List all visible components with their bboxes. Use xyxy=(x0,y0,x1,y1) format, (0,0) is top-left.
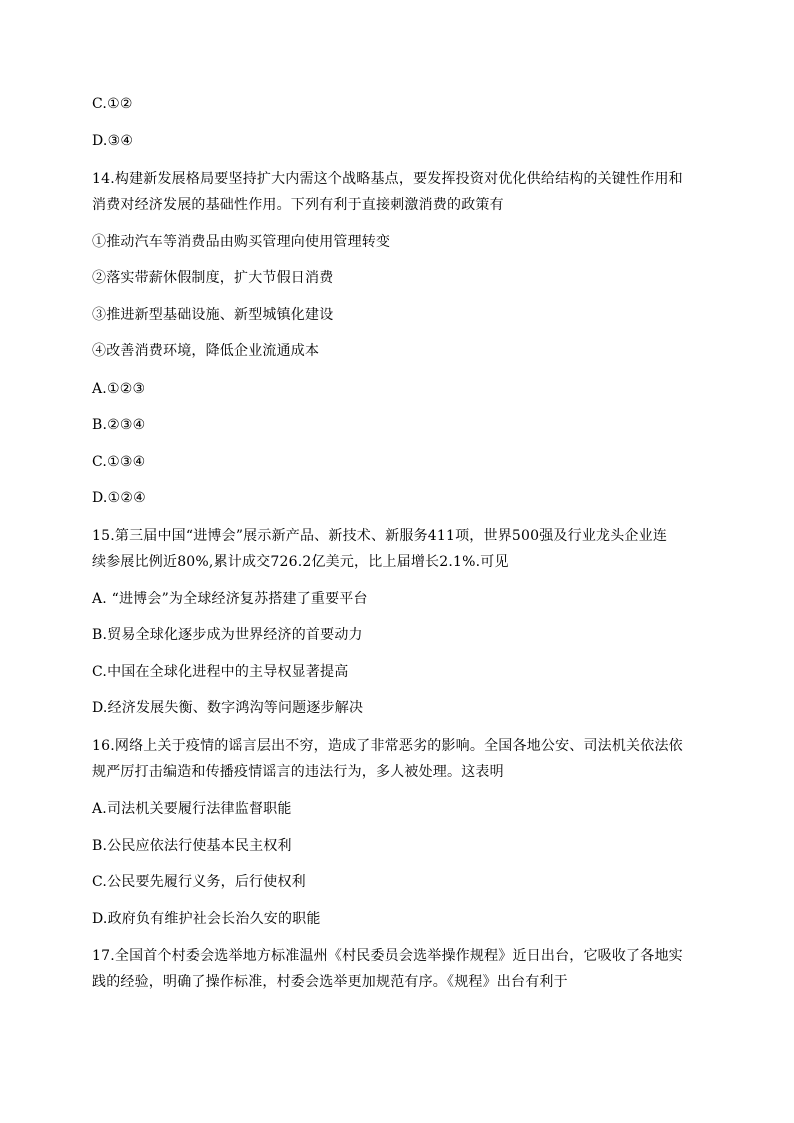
option-c-q13: C.①② xyxy=(92,96,133,112)
question-15-line-1: 15.第三届中国“进博会”展示新产品、新技术、新服务411项，世界500强及行业龙头企业连 xyxy=(92,528,668,544)
question-17-line-1: 17.全国首个村委会选举地方标准温州《村民委员会选举操作规程》近日出台，它吸收了各地实 xyxy=(92,948,683,964)
option-d-q16: D.政府负有维护社会长治久安的职能 xyxy=(92,911,321,927)
option-b-q16: B.公民应依法行使基本民主权利 xyxy=(92,838,292,854)
option-a-q16: A.司法机关要履行法律监督职能 xyxy=(92,801,292,817)
question-16-line-1: 16.网络上关于疫情的谣言层出不穷，造成了非常恶劣的影响。全国各地公安、司法机关依法依 xyxy=(92,738,683,754)
question-17-line-2: 践的经验，明确了操作标准，村委会选举更加规范有序。《规程》出台有利于 xyxy=(92,974,568,990)
option-b-q14: B.②③④ xyxy=(92,417,146,433)
option-d-q13: D.③④ xyxy=(92,133,134,149)
statement-3-q14: ③推进新型基础设施、新型城镇化建设 xyxy=(92,307,334,323)
statement-2-q14: ②落实带薪休假制度，扩大节假日消费 xyxy=(92,270,334,286)
option-c-q16: C.公民要先履行义务，后行使权利 xyxy=(92,874,306,890)
statement-4-q14: ④改善消费环境，降低企业流通成本 xyxy=(92,343,320,359)
option-a-q15: A. “进博会”为全球经济复苏搭建了重要平台 xyxy=(92,591,368,607)
question-16-line-2: 规严厉打击编造和传播疫情谣言的违法行为，多人被处理。这表明 xyxy=(92,764,504,780)
option-d-q15: D.经济发展失衡、数字鸿沟等问题逐步解决 xyxy=(92,700,364,716)
question-14-line-1: 14.构建新发展格局要坚持扩大内需这个战略基点，要发挥投资对优化供给结构的关键性作用和 xyxy=(92,171,683,187)
option-d-q14: D.①②④ xyxy=(92,490,146,506)
statement-1-q14: ①推动汽车等消费品由购买管理向使用管理转变 xyxy=(92,234,391,250)
question-14-line-2: 消费对经济发展的基础性作用。下列有利于直接刺激消费的政策有 xyxy=(92,197,504,213)
question-15-line-2: 续参展比例近80%,累计成交726.2亿美元，比上届增长2.1%.可见 xyxy=(92,554,509,570)
option-c-q15: C.中国在全球化进程中的主导权显著提高 xyxy=(92,664,349,680)
option-b-q15: B.贸易全球化逐步成为世界经济的首要动力 xyxy=(92,627,363,643)
option-c-q14: C.①③④ xyxy=(92,454,146,470)
option-a-q14: A.①②③ xyxy=(92,381,146,397)
